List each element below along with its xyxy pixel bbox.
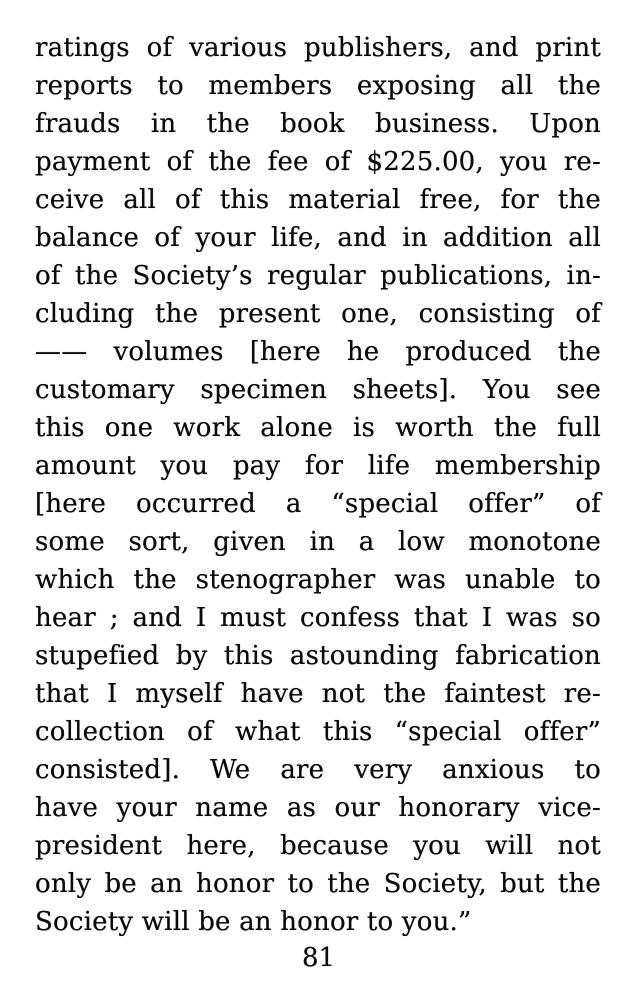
body-text <box>35 29 601 941</box>
text-line: balance of your life, and in addition all <box>35 223 601 253</box>
text-line: collection of what this “special offer” <box>35 717 601 747</box>
text-line: Society will be an honor to you.” <box>35 907 472 937</box>
text-line: —— volumes [here he produced the <box>35 337 601 367</box>
text-line: stupefied by this astounding fabrication <box>35 641 601 671</box>
text-line: which the stenographer was unable to <box>35 565 601 595</box>
page-number: 81 <box>301 943 336 973</box>
text-line: cluding the present one, consisting of <box>35 299 601 329</box>
text-line: frauds in the book business. Upon <box>35 109 601 139</box>
text-line: ceive all of this material free, for the <box>35 185 601 215</box>
text-line: of the Society’s regular publications, in- <box>35 261 601 291</box>
text-line: that I myself have not the faintest re- <box>35 679 601 709</box>
text-line: this one work alone is worth the full <box>35 413 601 443</box>
text-line: president here, because you will not <box>35 831 601 861</box>
text-line: reports to members exposing all the <box>35 71 601 101</box>
text-line: customary specimen sheets]. You see <box>35 375 601 405</box>
text-line: payment of the fee of $225.00, you re- <box>35 147 601 177</box>
text-line: some sort, given in a low monotone <box>35 527 601 557</box>
text-line: hear ; and I must confess that I was so <box>35 603 601 633</box>
text-line: ratings of various publishers, and print <box>35 33 601 63</box>
text-line: [here occurred a “special offer” of <box>35 489 601 519</box>
text-line: have your name as our honorary vice- <box>35 793 601 823</box>
text-line: only be an honor to the Society, but the <box>35 869 601 899</box>
text-line: amount you pay for life membership <box>35 451 601 481</box>
text-line: consisted]. We are very anxious to <box>35 755 601 785</box>
